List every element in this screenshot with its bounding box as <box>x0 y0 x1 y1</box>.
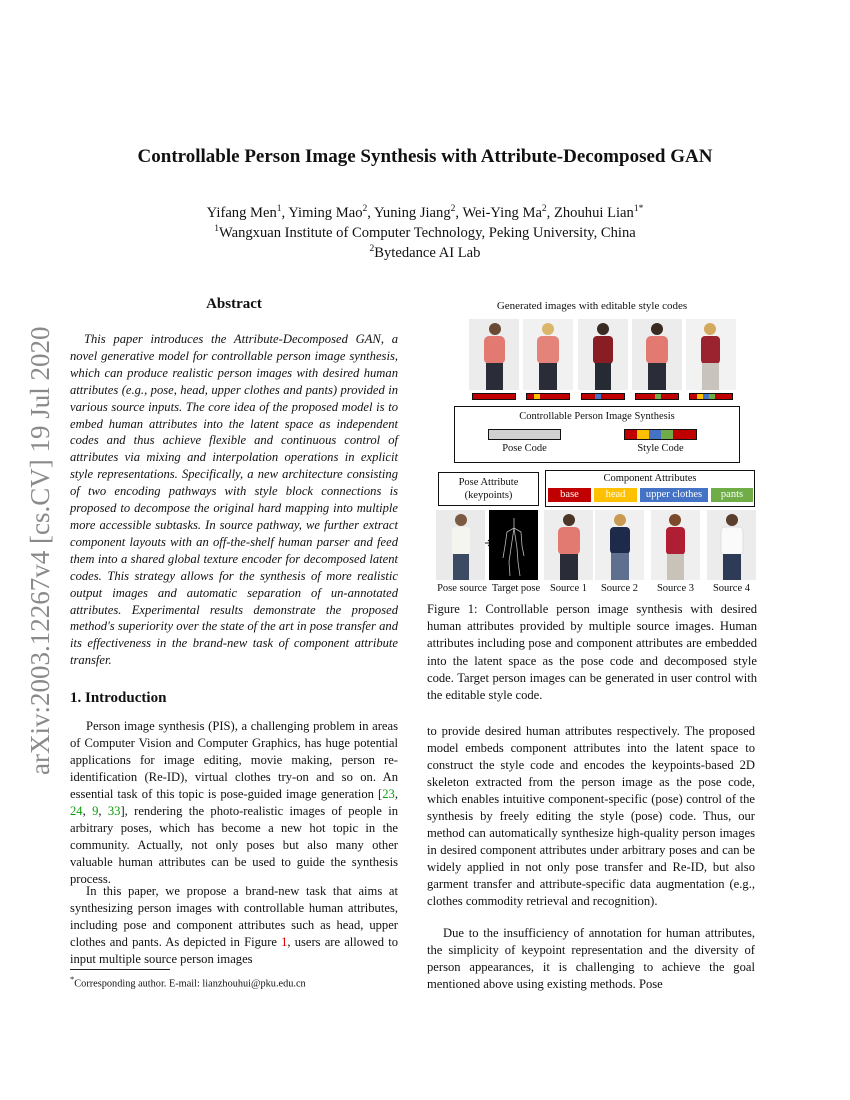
chip-upper-clothes: upper clothes <box>640 488 708 502</box>
generated-image <box>469 319 519 390</box>
footnote <box>70 974 306 989</box>
style-code-bar <box>635 393 679 400</box>
text-run: [ <box>378 787 383 801</box>
author-name: Yuning Jiang <box>374 204 451 221</box>
component-attributes-label: Component Attributes <box>603 473 697 484</box>
citation-link[interactable]: 24 <box>70 804 83 818</box>
style-code-bar <box>472 393 516 400</box>
author-name: Wei-Ying Ma <box>462 204 542 221</box>
abstract-text: This paper introduces the Attribute-Decomposed GAN, a novel generative model for controllable person image synthesis, which can produce realistic person images with desired human attributes (e.g., pose, head, upper clothes and pants) provided in various source inputs. The core idea of the proposed model is to embed human attributes into the latent space as independent codes and thus achieve flexible and continuous control of attributes via mixing and interpolation operations in explicit style representations. Specifically, a new architecture consisting of two encoding pathways with style block connections is proposed to decompose the original hard mapping into multiple more accessible subtasks. In source pathway, we further extract component layouts with an off-the-shelf human parser and feed them into a shared global texture encoder for decomposed latent codes. This strategy allows for the synthesis of more realistic output images and automatic separation of un-annotated attributes. Experimental results demonstrate the proposed method's superiority over the state of the art in pose transfer and its effectiveness in the brand-new task of component attribute transfer. <box>70 332 398 668</box>
style-code-bar <box>581 393 625 400</box>
generated-image <box>686 319 736 390</box>
target-pose-skeleton <box>489 510 538 580</box>
style-code-bar <box>526 393 570 400</box>
label-source-3: Source 3 <box>656 583 695 594</box>
text-run: , users are allowed to input multiple source person images <box>70 935 398 966</box>
chip-base: base <box>548 488 591 502</box>
text-run: ] <box>120 804 125 818</box>
arxiv-stamp <box>0 0 70 800</box>
source-image-4 <box>707 510 756 580</box>
figure-caption: Figure 1: Controllable person image synthesis with desired human attributes provided by multiple source images. Human attributes including pose and component attributes are embedded into the latent space as the pose code and decomposed style code. Target person images can be generated in user control with the editable style code. <box>427 602 757 703</box>
citation-link[interactable]: 23 <box>382 787 395 801</box>
text-run: Person image synthesis (PIS), a challenging problem in areas of Computer Vision and Computer Graphics, has huge potential applications for image editing, movie making, person re-identification (Re-ID), virtual clothes try-on and so on. An essential task of this topic is pose-guided image generation <box>70 719 398 801</box>
citation-link[interactable]: 9 <box>92 804 99 818</box>
generated-image <box>632 319 682 390</box>
style-code-bar <box>689 393 733 400</box>
author-sup: 2 <box>450 204 456 214</box>
abstract-heading: Abstract <box>206 296 262 312</box>
style-code-label: Style Code <box>637 443 684 454</box>
source-image-1 <box>544 510 593 580</box>
right-paragraph-2: Due to the insufficiency of annotation for human attributes, the simplicity of keypoint representation and the diversity of person appearances, it is challenging to achieve the goal mentioned above using existing methods. Pose <box>427 926 755 991</box>
author-sup: 2 <box>541 204 547 214</box>
text-run: , rendering the photo-realistic images of people in arbitrary poses, which has become a new hot topic in the community. Actually, not only poses but also many other valuable human attributes can be used to guide the synthesis process. <box>70 804 399 886</box>
generated-image <box>523 319 573 390</box>
right-paragraph-1: to provide desired human attributes respectively. The proposed model embeds component attributes into the latent space to construct the style code and encodes the keypoints-based 2D skeleton extracted from the person image as the pose code, which enables intuitive component-specific (pose) control of the synthesis by freely editing the style (pose) code. Thus, our method can automatically synthesize high-quality person images in desired component attributes under arbitrary poses and can be widely applied in not only pose transfer and Re-ID, but also garment transfer and attribute-specific data augmentation (e.g., clothes commodity retrieval and recognition). <box>427 724 755 908</box>
pose-code-label: Pose Code <box>502 443 547 454</box>
chip-pants: pants <box>711 488 753 502</box>
pose-code-bar <box>488 429 561 440</box>
source-image-3 <box>651 510 700 580</box>
figure-heading: Generated images with editable style codes <box>496 300 688 312</box>
module-title: Controllable Person Image Synthesis <box>519 411 675 422</box>
pose-attribute-label <box>438 476 539 502</box>
footnote-mark: * <box>70 974 75 984</box>
label-target-pose: Target pose <box>491 583 541 594</box>
author-name: Zhouhui Lian <box>553 204 634 221</box>
text-run: , <box>98 804 108 818</box>
label-source-4: Source 4 <box>712 583 751 594</box>
affiliation-sup: 2 <box>369 244 375 254</box>
author-name: Yiming Mao <box>288 204 363 221</box>
affiliation-2 <box>0 239 850 263</box>
source-image-2 <box>595 510 644 580</box>
label-source-2: Source 2 <box>600 583 639 594</box>
author-sup: 2 <box>362 204 368 214</box>
affiliation-text: Bytedance AI Lab <box>374 244 481 261</box>
affiliation-text: Wangxuan Institute of Computer Technology, Peking University, China <box>218 224 636 241</box>
footnote-text: Corresponding author. E-mail: lianzhouhui@pku.edu.cn <box>74 978 306 990</box>
text-run: , <box>82 804 93 818</box>
section-heading: 1. Introduction <box>70 690 167 706</box>
chip-head: head <box>594 488 637 502</box>
citation-link[interactable]: 33 <box>107 804 121 818</box>
footnote-rule <box>70 969 170 970</box>
source-image-pose <box>436 510 485 580</box>
author-name: Yifang Men <box>206 204 277 221</box>
intro-paragraph-2 <box>70 883 398 968</box>
label-line: Pose Attribute <box>458 477 519 488</box>
figure-ref-link[interactable]: 1 <box>281 935 288 949</box>
paper-title: Controllable Person Image Synthesis with Attribute-Decomposed GAN <box>137 146 713 167</box>
arxiv-identifier: arXiv:2003.12267v4 [cs.CV] 19 Jul 2020 <box>25 326 55 775</box>
author-sup: 1* <box>633 204 644 214</box>
label-pose-source: Pose source <box>437 583 487 594</box>
author-sup: 1 <box>276 204 282 214</box>
label-source-1: Source 1 <box>549 583 588 594</box>
affiliation-sup: 1 <box>214 224 219 234</box>
label-line: (keypoints) <box>464 490 513 501</box>
author-list: Yifang Men$^1$, Yiming Mao$^2$, Yuning Jiang$^2$, Wei-Ying Ma$^2$, Zhouhui Lian$^{1*}$ <box>206 204 644 221</box>
style-code-bar-main <box>624 429 697 440</box>
intro-paragraph-1 <box>70 718 398 888</box>
generated-image <box>578 319 628 390</box>
text-run: In this paper, we propose a brand-new task that aims at synthesizing person images with controllable human attributes, including pose and component attributes such as head, upper clothes and pants. As depicted in Figure <box>70 884 398 949</box>
text-run: , <box>394 787 398 801</box>
